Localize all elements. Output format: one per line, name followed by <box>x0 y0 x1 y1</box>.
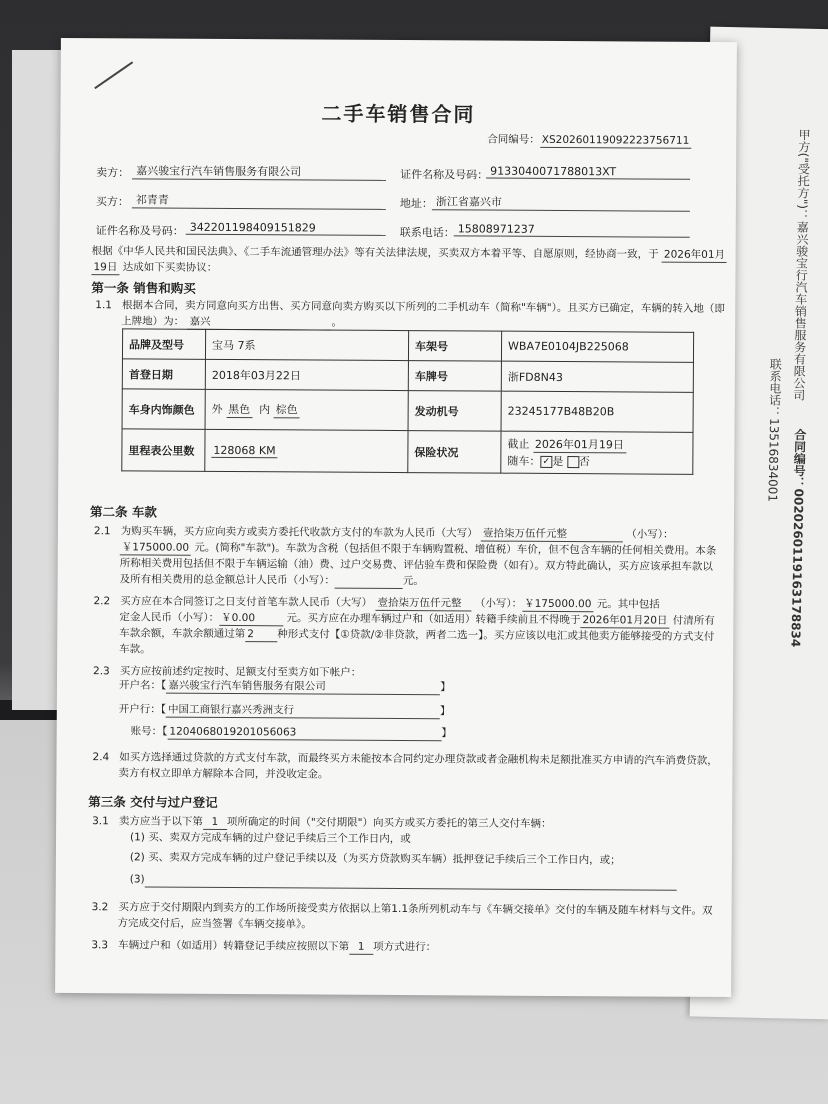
clause-2-2-line-4: 车款。 <box>119 643 151 656</box>
clause-2-1-line-3: 所称相关费用包括但不限于车辆运输（油）费、过户交易费、评估验车费和保险费（如有）。双方特此确认，买方应该承担车款以 <box>119 557 713 573</box>
address-value: 浙江省嘉兴市 <box>432 193 690 212</box>
engine-label: 发动机号 <box>408 391 501 432</box>
clause-3-2-line-1: 3.2 买方应于交付期限内到卖方的工作场所接受卖方依据以上第1.1条所列机动车与《车辆交接单》交付的车辆及随车材料与文件。双 <box>91 901 713 917</box>
phone-value: 15808971237 <box>454 222 690 237</box>
pen-mark <box>94 61 133 89</box>
plate-label: 车牌号 <box>408 361 501 392</box>
color-value: 外 黑色 内 棕色 <box>205 389 408 430</box>
preamble-line-1: 根据《中华人民共和国民法典》、《二手车流通管理办法》等有关法律法规，买卖双方本着平等、自愿原则，经协商一致，于 2026年01月 <box>92 244 728 263</box>
plate-value: 浙FD8N43 <box>501 361 693 392</box>
clause-2-2-line-1: 2.2 买方应在本合同签订之日支付首笔车款人民币（大写） 壹拾柒万伍仟元整 （小写）： ￥175000.00 元。其中包括 <box>93 595 660 611</box>
clause-2-4-line-1: 2.4 如买方选择通过贷款的方式支付车款，而最终买方未能按本合同约定办理贷款或者金融机构未足额批准买方申请的汽车消费贷款， <box>92 751 718 767</box>
cert-label: 证件名称及号码： <box>400 168 489 182</box>
reg-date-value: 2018年03月22日 <box>205 359 408 390</box>
account-bank-value: 中国工商银行嘉兴秀洲支行 <box>166 703 440 720</box>
clause-2-2-line-3: 车款余额，车款余额通过第 2 种形式支付【①贷款/②非贷款，两者二选一】。买方应该以电汇或其他卖方能够接受的方式支付 <box>119 627 715 643</box>
mileage-value: 128068 KM <box>211 443 277 457</box>
clause-3-2-line-2: 方完成交付后，应当签署《车辆交接单》。 <box>117 917 312 931</box>
address-label: 地址： <box>399 197 433 211</box>
insurance-value: 截止 2026年01月19日 随车： ✓ 是 否 <box>501 431 693 474</box>
buyer-label: 买方： <box>95 195 129 209</box>
vehicle-info-table <box>121 328 694 474</box>
account-number-value: 1204068019201056063 <box>167 725 441 742</box>
clause-2-1-line-2: ￥175000.00 元。(简称"车款")。车款为含税（包括但不限于车辆购置税、增值税）车价，但不包含车辆的任何相关费用。本条 <box>120 540 717 559</box>
mileage-cell <box>205 429 408 472</box>
clause-2-1-line-1: 2.1 为购买车辆，买方应向卖方或卖方委托代收款方支付的车款为人民币（大写） 壹拾柒万伍仟元整 （小写）： <box>93 525 674 541</box>
side-contract-no: 合同编号：0020260119163178834 <box>788 428 807 648</box>
contract-page <box>55 38 737 997</box>
insurance-label: 保险状况 <box>408 431 501 474</box>
vin-label: 车架号 <box>408 331 501 362</box>
clause-2-1-line-4: 及所有相关费用的总金额总计人民币（小写）： 元。 <box>119 573 424 588</box>
contract-title: 二手车销售合同 <box>321 101 476 127</box>
clause-3-1: 3.1 卖方应当于以下第 1 项所确定的时间（"交付期限"）向买方或买方委托的第三人交付车辆： <box>92 815 552 830</box>
cert-value: 9133040071788013XT <box>486 165 690 180</box>
side-phone: 联系电话：13516834001 <box>765 357 783 503</box>
id-label: 证件名称及号码： <box>95 224 184 238</box>
seller-value: 嘉兴骏宝行汽车销售服务有限公司 <box>132 162 386 181</box>
brand-label: 品牌及型号 <box>122 329 205 360</box>
account-name-row: 开户名：【 嘉兴骏宝行汽车销售服务有限公司 】 <box>118 679 451 694</box>
clause-2-3: 2.3 买方应按前述约定按时、足额支付至卖方如下帐户： <box>93 665 362 679</box>
checkbox-no[interactable] <box>567 456 579 468</box>
reg-date-label: 首登日期 <box>122 359 205 390</box>
account-bank-row: 开户行：【 中国工商银行嘉兴秀洲支行 】 <box>118 703 451 718</box>
clause-3-1-option-3: (3) <box>130 872 677 890</box>
clause-2-4-line-2: 卖方有权立即单方解除本合同，并没收定金。 <box>118 767 329 781</box>
buyer-value: 祁青青 <box>132 191 386 210</box>
brand-value: 宝马 7系 <box>205 329 408 360</box>
clause-3-1-option-2: (2) 买、卖双方完成车辆的过户登记手续以及（为买方贷款购买车辆）抵押登记手续后三个工作日内，或； <box>129 851 621 867</box>
contract-number: 合同编号： XS20260119092223756711 <box>487 133 691 149</box>
clause-1-1-city: 上牌地）为： 嘉兴 。 <box>121 315 343 329</box>
seller-label: 卖方： <box>96 166 130 180</box>
vin-value: WBA7E0104JB225068 <box>501 331 693 362</box>
clause-2-2-line-2: 定金人民币（小写）： ￥0.00 元。买方应在办理车辆过户和（如适用）转籍手续前且不得晚于 2026年01月20日 付清所有 <box>119 611 715 627</box>
clause-1-1: 1.1 根据本合同，卖方同意向买方出售、买方同意向卖方购买以下所列的二手机动车（简称"车辆"）。且买方已确定，车辆的转入地（即 <box>95 299 725 316</box>
engine-value: 23245177B48B20B <box>501 391 693 432</box>
clause-3-1-option-1: (1) 买、卖双方完成车辆的过户登记手续后三个工作日内，或 <box>130 831 411 846</box>
account-number-row: 账号：【 1204068019201056063 】 <box>130 725 452 740</box>
color-label: 车身内饰颜色 <box>122 389 205 430</box>
clause-3-3: 3.3 车辆过户和（如适用）转籍登记手续应按照以下第 1 项方式进行： <box>91 939 437 954</box>
id-value: 342201198409151829 <box>186 221 386 236</box>
account-name-value: 嘉兴骏宝行汽车销售服务有限公司 <box>166 679 440 696</box>
side-party-a: 甲方("受托方")：嘉兴骏宝行汽车销售服务有限公司 <box>791 128 812 402</box>
phone-label: 联系电话： <box>399 226 455 240</box>
article-1-title: 第一条 销售和购买 <box>91 280 196 296</box>
article-3-title: 第三条 交付与过户登记 <box>88 794 218 810</box>
mileage-label: 里程表公里数 <box>122 429 205 472</box>
checkbox-yes[interactable]: ✓ <box>540 456 552 468</box>
preamble-line-2: 19日 达成如下买卖协议： <box>91 260 217 276</box>
article-2-title: 第二条 车款 <box>89 504 157 520</box>
